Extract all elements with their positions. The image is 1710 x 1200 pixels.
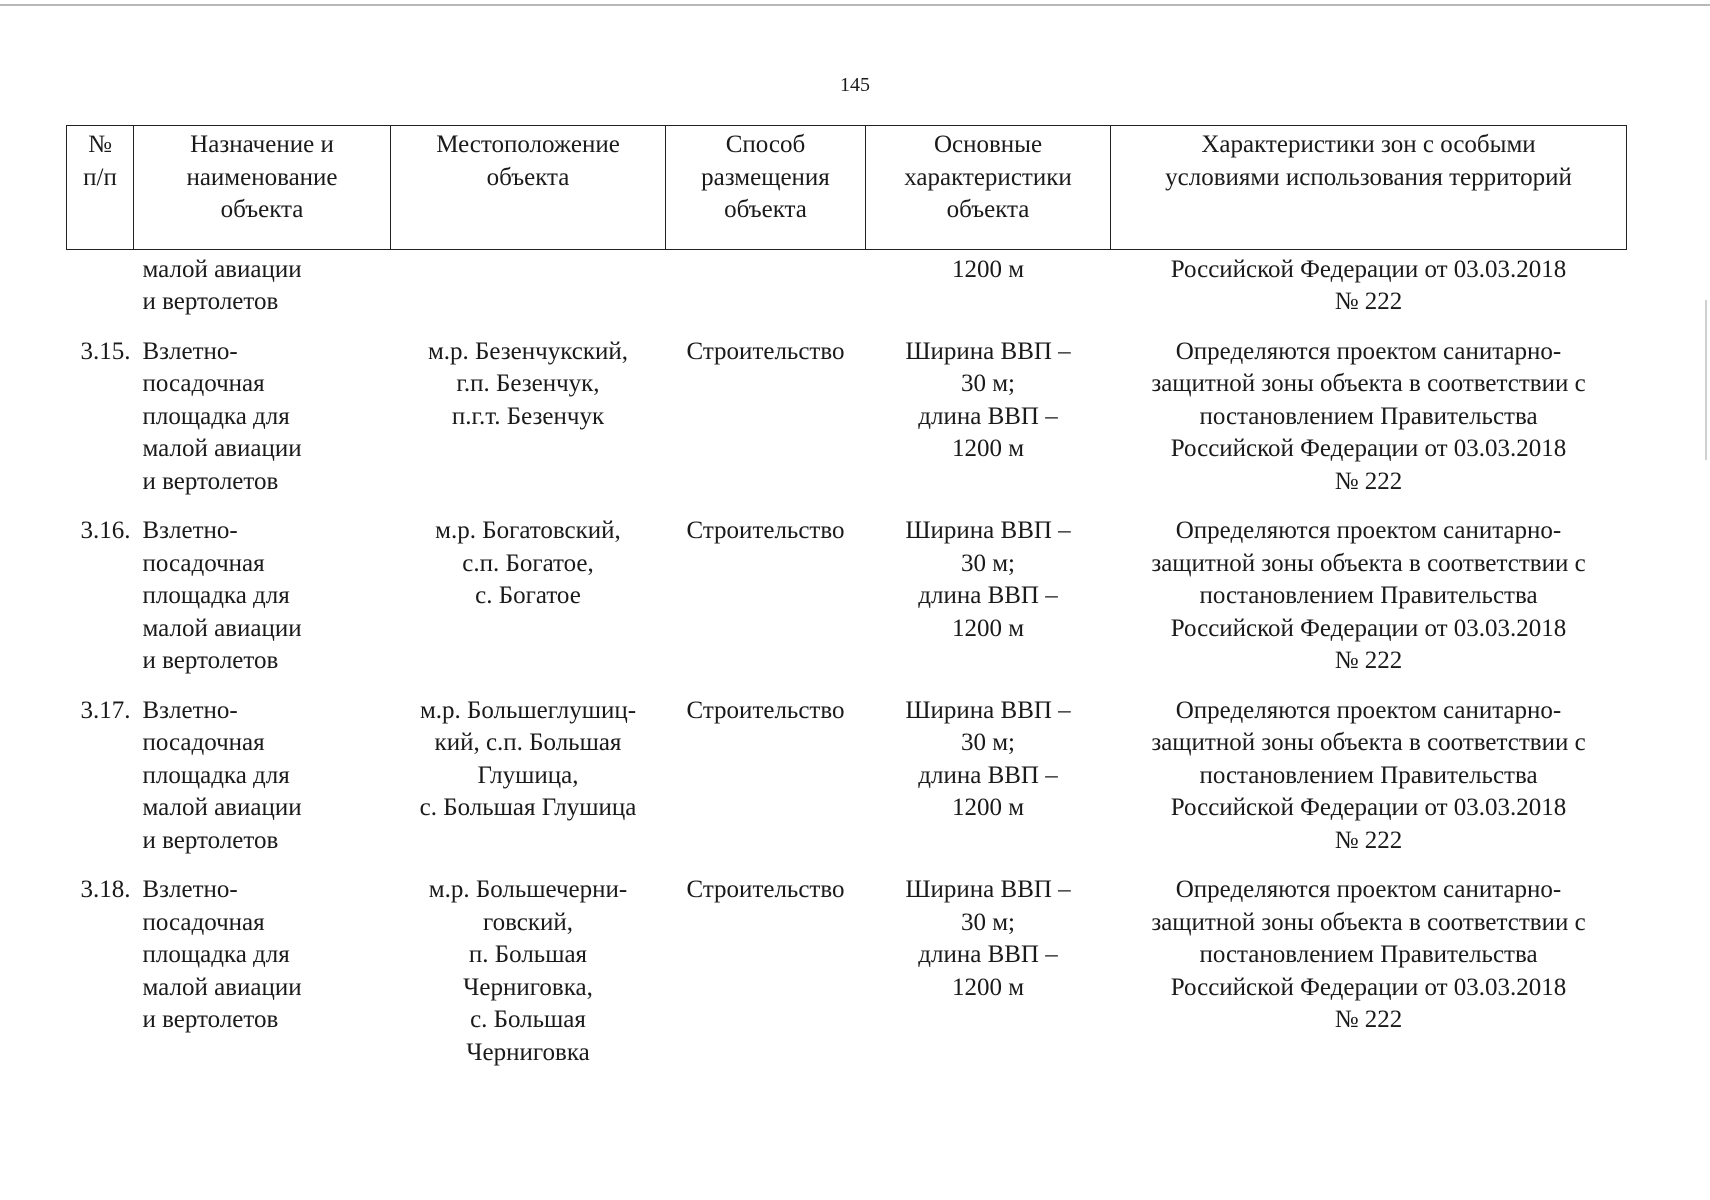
header-main-characteristics: Основные характеристики объекта [866, 126, 1111, 250]
zone-characteristics: Определяются проектом санитарно- защитной зоны объекта в соответствии с постановлением Правительства Российской Федерации от 03.03.2018 № 222 [1151, 517, 1586, 674]
object-characteristics: 1200 м [951, 255, 1025, 283]
object-name: Взлетно- посадочная площадка для малой авиации и вертолетов [142, 517, 302, 674]
header-zone-characteristics: Характеристики зон с особыми условиями использования территорий [1111, 126, 1627, 250]
scan-top-rule [0, 4, 1710, 6]
object-location: м.р. Большеглушиц- кий, с.п. Большая Глушица, с. Большая Глушица [419, 696, 637, 821]
object-location: м.р. Богатовский, с.п. Богатое, с. Богатое [435, 517, 621, 609]
zone-characteristics: Определяются проектом санитарно- защитной зоны объекта в соответствии с постановлением Правительства Российской Федерации от 03.03.2018 № 222 [1151, 696, 1586, 854]
header-number: № п/п [67, 126, 134, 250]
object-characteristics: Ширина ВВП – 30 м; длина ВВП – 1200 м [905, 696, 1071, 821]
object-name: малой авиации и вертолетов [142, 255, 302, 315]
placement-method: Строительство [686, 696, 845, 724]
row-number: 3.18. [80, 876, 131, 903]
row-number: 3.17. [80, 696, 131, 724]
row-number: 3.16. [80, 517, 131, 544]
table-row [67, 336, 1627, 516]
object-name: Взлетно- посадочная площадка для малой авиации и вертолетов [142, 696, 302, 854]
object-characteristics: Ширина ВВП – 30 м; длина ВВП – 1200 м [905, 517, 1071, 642]
header-purpose-name: Назначение и наименование объекта [134, 126, 391, 250]
zone-characteristics: Определяются проектом санитарно- защитной зоны объекта в соответствии с постановлением Правительства Российской Федерации от 03.03.2018 № 222 [1151, 876, 1586, 1033]
object-location: м.р. Безенчукский, г.п. Безенчук, п.г.т. Безенчук [427, 337, 629, 430]
row-number: 3.15. [80, 337, 131, 365]
object-name: Взлетно- посадочная площадка для малой авиации и вертолетов [142, 337, 302, 495]
table-row [67, 695, 1627, 875]
table-row-continuation [67, 249, 1627, 336]
table-header [67, 126, 1627, 250]
scan-edge-mark [1705, 300, 1707, 460]
header-row [67, 126, 1627, 250]
placement-method: Строительство [686, 517, 845, 544]
table-row [67, 874, 1627, 1086]
object-location [391, 249, 666, 336]
table-row [67, 515, 1627, 695]
zone-characteristics: Российской Федерации от 03.03.2018 № 222 [1170, 255, 1567, 315]
header-placement-method: Способ размещения объекта [666, 126, 866, 250]
placement-method: Строительство [686, 876, 845, 903]
object-characteristics: Ширина ВВП – 30 м; длина ВВП – 1200 м [905, 337, 1071, 462]
object-name: Взлетно- посадочная площадка для малой авиации и вертолетов [142, 876, 302, 1033]
zone-characteristics: Определяются проектом санитарно- защитной зоны объекта в соответствии с постановлением Правительства Российской Федерации от 03.03.2018 № 222 [1151, 337, 1586, 495]
page-number: 145 [840, 74, 870, 96]
header-location: Местоположение объекта [391, 126, 666, 250]
placement-method: Строительство [686, 337, 845, 365]
placement-method [666, 249, 866, 336]
row-number [67, 249, 134, 336]
object-characteristics: Ширина ВВП – 30 м; длина ВВП – 1200 м [905, 876, 1071, 1001]
table-body [67, 249, 1627, 1086]
objects-table [66, 125, 1627, 1086]
object-location: м.р. Большечерни- говский, п. Большая Черниговка, с. Большая Черниговка [428, 876, 628, 1066]
